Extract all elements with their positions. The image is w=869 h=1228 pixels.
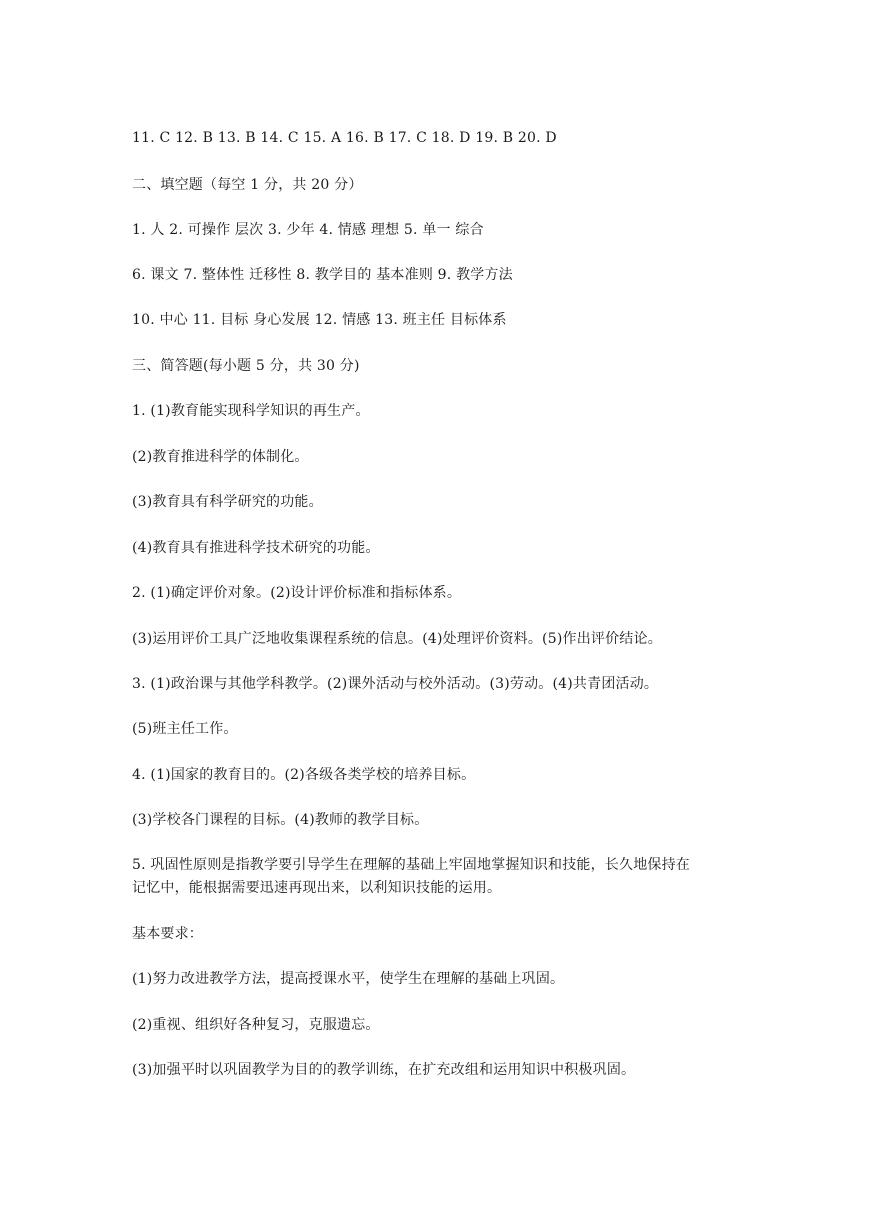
section-heading-short-answer: 三、简答题(每小题 5 分，共 30 分) [132,358,360,374]
answer-2-points-1-2: 2. (1)确定评价对象。(2)设计评价标准和指标体系。 [132,585,462,601]
answer-1-point-4: (4)教育具有推进科学技术研究的功能。 [132,540,380,556]
requirement-1: (1)努力改进教学方法，提高授课水平，使学生在理解的基础上巩固。 [132,971,565,987]
basic-requirements-heading: 基本要求： [132,926,203,942]
answer-3-point-5: (5)班主任工作。 [132,721,238,737]
answer-line-fill-1-5: 1. 人 2. 可操作 层次 3. 少年 4. 情感 理想 5. 单一 综合 [132,222,484,238]
answer-1-point-2: (2)教育推进科学的体制化。 [132,449,309,465]
answer-1-point-3: (3)教育具有科学研究的功能。 [132,494,323,510]
answer-2-points-3-5: (3)运用评价工具广泛地收集课程系统的信息。(4)处理评价资料。(5)作出评价结论。 [132,631,662,647]
answer-line-mc-11-20: 11. C 12. B 13. B 14. C 15. A 16. B 17. C 18. D 19. B 20. D [132,130,557,146]
answer-3-points-1-4: 3. (1)政治课与其他学科教学。(2)课外活动与校外活动。(3)劳动。(4)共青团活动。 [132,676,659,692]
answer-line-fill-6-9: 6. 课文 7. 整体性 迁移性 8. 教学目的 基本准则 9. 教学方法 [132,267,513,283]
answer-line-fill-10-13: 10. 中心 11. 目标 身心发展 12. 情感 13. 班主任 目标体系 [132,312,507,328]
answer-5-definition-line-1: 5. 巩固性原则是指教学要引导学生在理解的基础上牢固地掌握知识和技能，长久地保持在 [132,857,691,873]
answer-1-point-1: 1. (1)教育能实现科学知识的再生产。 [132,403,370,419]
answer-4-points-3-4: (3)学校各门课程的目标。(4)教师的教学目标。 [132,812,429,828]
section-heading-fill-blank: 二、填空题（每空 1 分，共 20 分） [132,177,363,193]
answer-5-definition-line-2: 记忆中，能根据需要迅速再现出来，以利知识技能的运用。 [132,880,502,896]
requirement-3: (3)加强平时以巩固教学为目的的教学训练，在扩充改组和运用知识中积极巩固。 [132,1062,636,1078]
requirement-2: (2)重视、组织好各种复习，克服遗忘。 [132,1017,380,1033]
answer-4-points-1-2: 4. (1)国家的教育目的。(2)各级各类学校的培养目标。 [132,767,476,783]
